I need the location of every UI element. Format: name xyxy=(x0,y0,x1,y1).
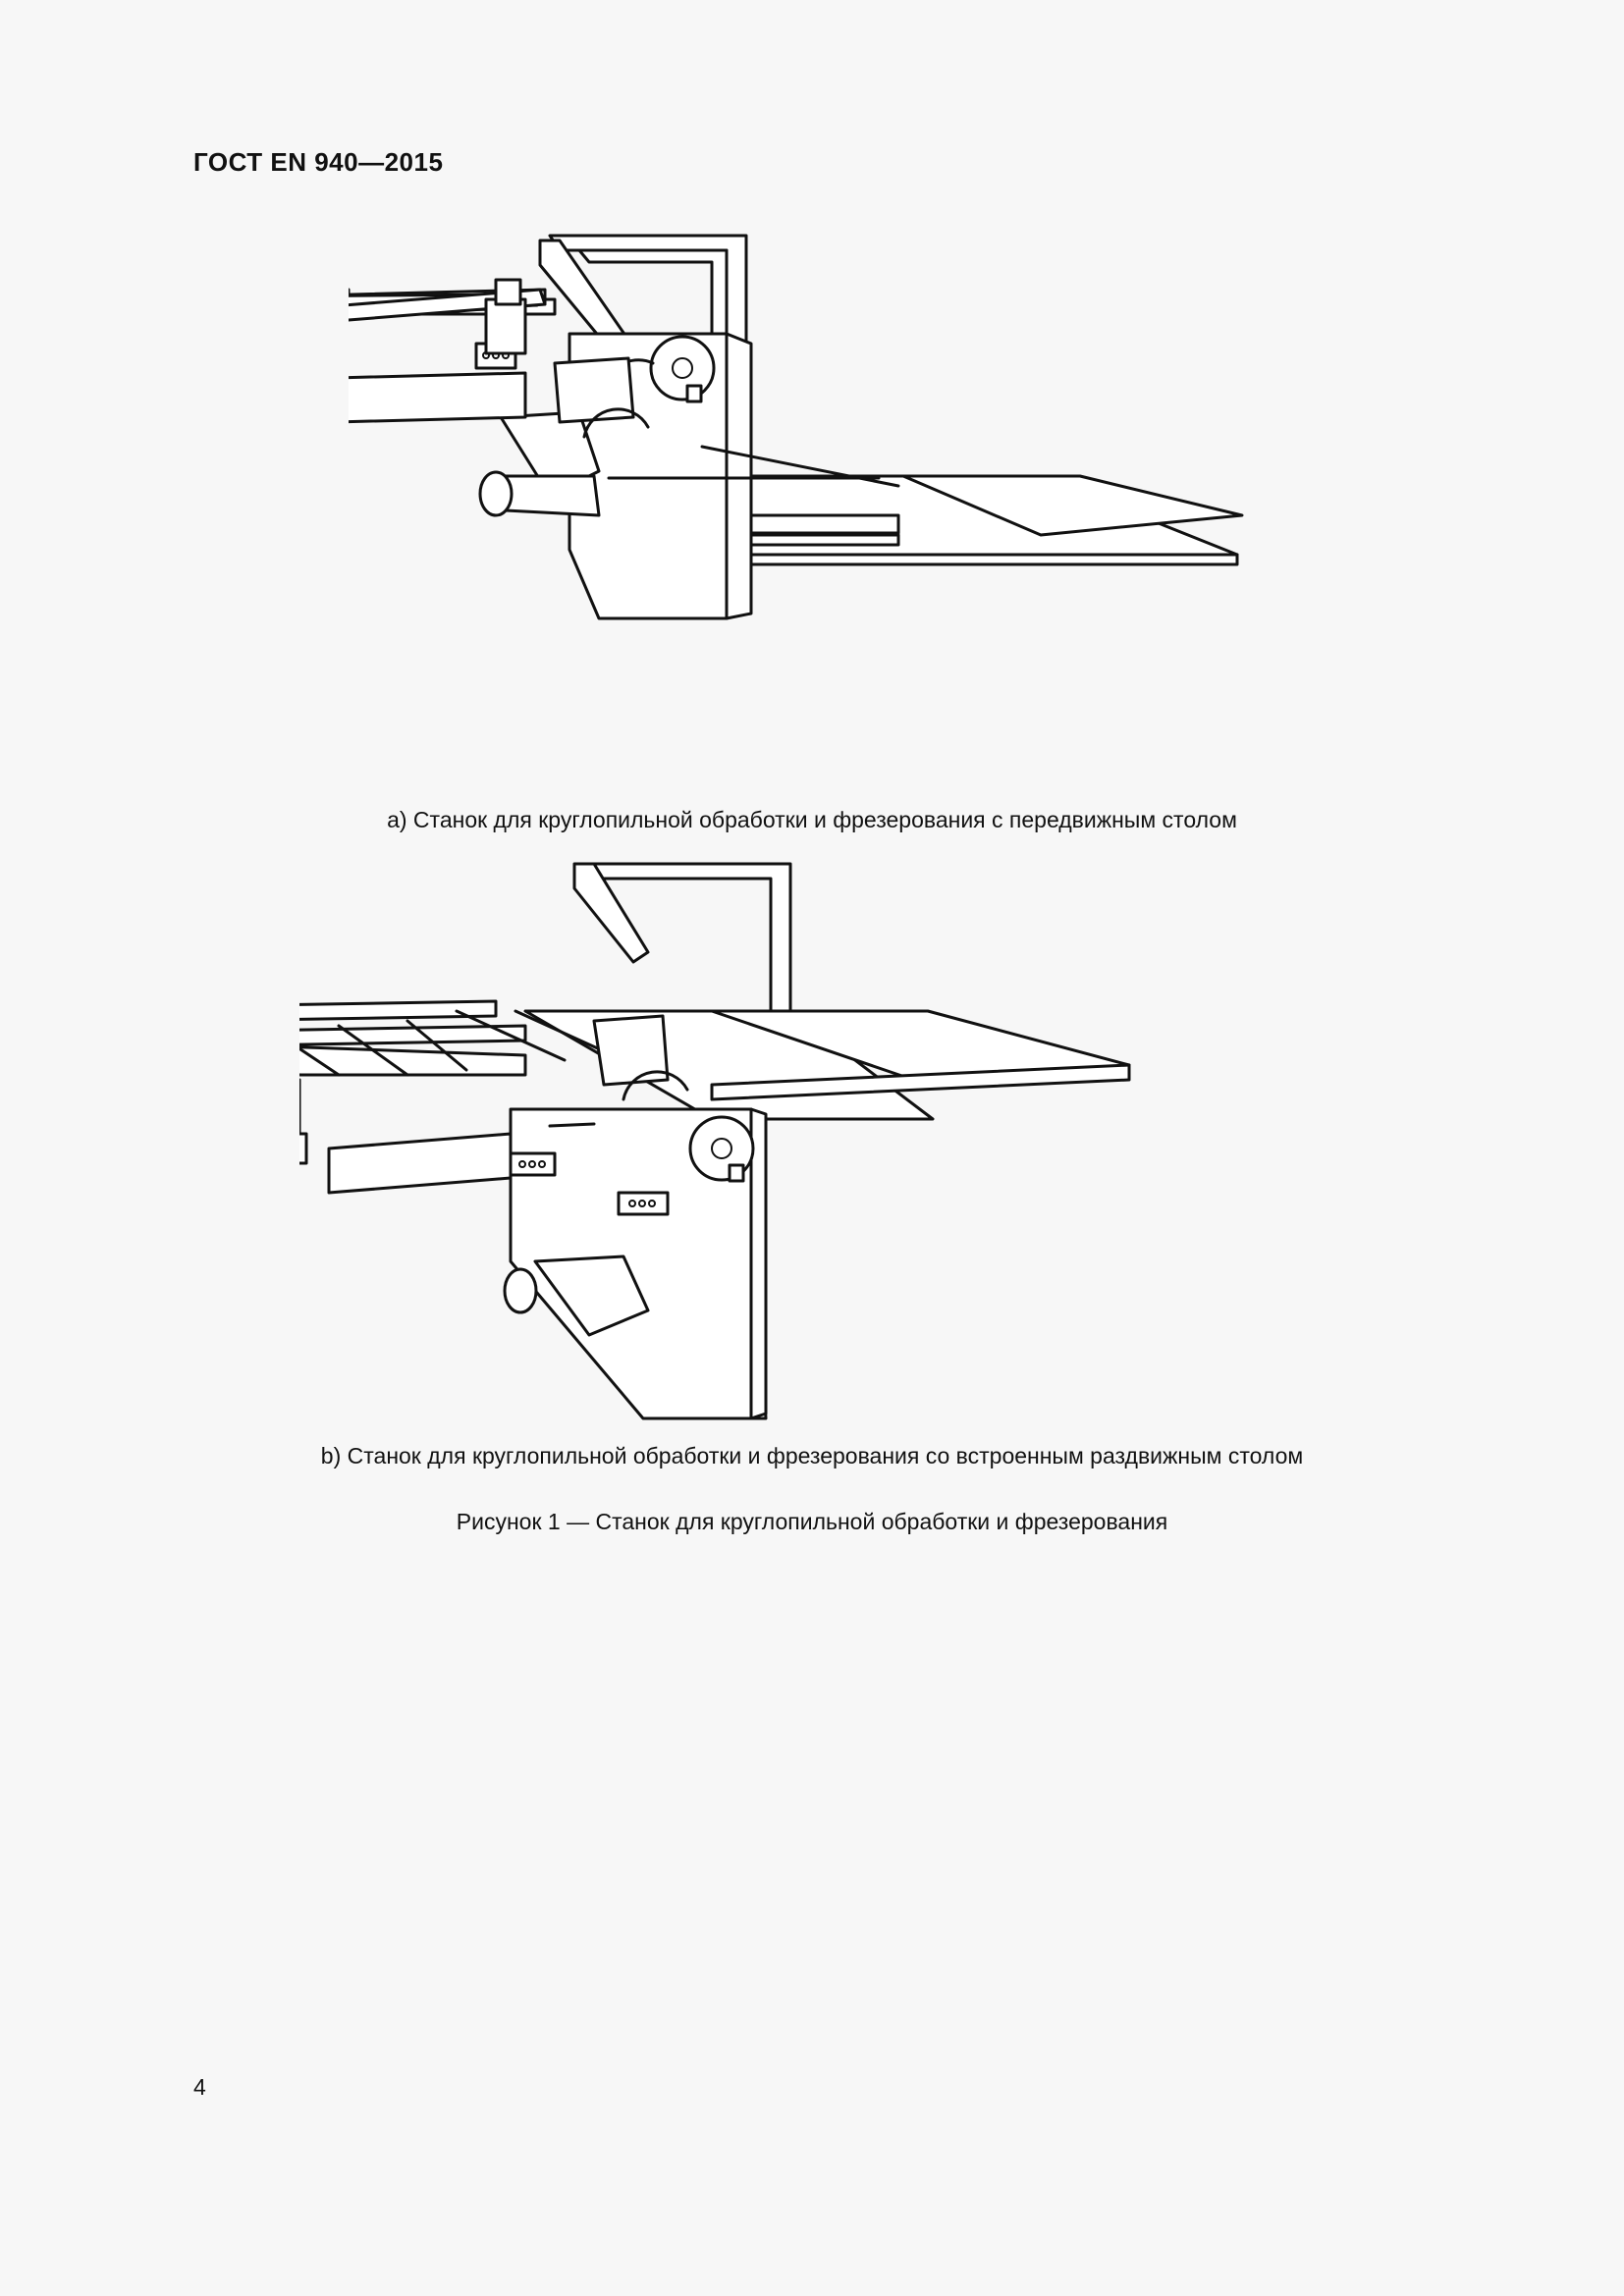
document-code-header: ГОСТ EN 940—2015 xyxy=(193,147,444,177)
figure-a-caption: а) Станок для круглопильной обработки и фрезерования с передвижным столом xyxy=(387,807,1237,832)
figure-main-caption: Рисунок 1 — Станок для круглопильной обработки и фрезерования xyxy=(456,1509,1168,1534)
page-number: 4 xyxy=(193,2074,206,2100)
figure-b-drawing xyxy=(299,849,1409,1438)
figure-a-machine-sliding-table xyxy=(349,221,1360,790)
figure-b-machine-built-in-table xyxy=(299,849,1409,1438)
figure-b-caption: b) Станок для круглопильной обработки и фрезерования со встроенным раздвижным столом xyxy=(320,1443,1304,1468)
figure-a-drawing xyxy=(349,221,1360,790)
